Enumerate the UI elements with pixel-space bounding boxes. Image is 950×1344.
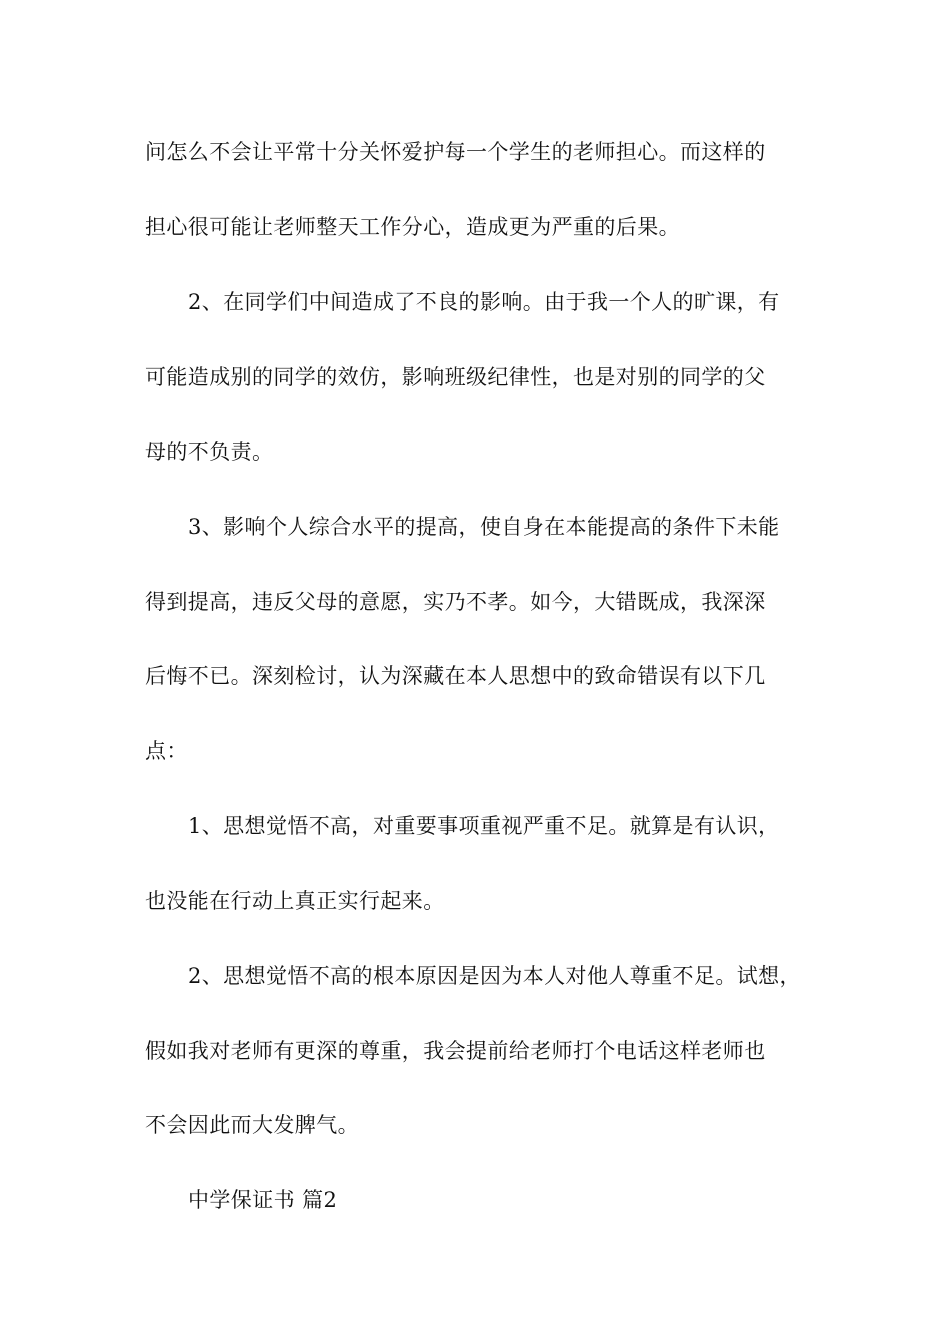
text-line-2: 担心很可能让老师整天工作分心，造成更为严重的后果。 [145, 215, 680, 239]
text-line-14: 不会因此而大发脾气。 [145, 1113, 359, 1137]
paragraph-5-line-1: 2、思想觉悟不高的根本原因是因为本人对他人尊重不足。试想， [188, 964, 801, 988]
text-line-11: 也没能在行动上真正实行起来。 [145, 889, 445, 913]
text-line-9: 点： [145, 739, 188, 763]
paragraph-4-line-1: 1、思想觉悟不高，对重要事项重视严重不足。就算是有认识， [188, 814, 780, 838]
text-line-4: 可能造成别的同学的效仿，影响班级纪律性，也是对别的同学的父 [145, 365, 766, 389]
text-line-5: 母的不负责。 [145, 440, 274, 464]
text-line-8: 后悔不已。深刻检讨，认为深藏在本人思想中的致命错误有以下几 [145, 664, 766, 688]
text-line-7: 得到提高，违反父母的意愿，实乃不孝。如今，大错既成，我深深 [145, 590, 766, 614]
text-line-13: 假如我对老师有更深的尊重，我会提前给老师打个电话这样老师也 [145, 1039, 766, 1063]
paragraph-2-line-1: 2、在同学们中间造成了不良的影响。由于我一个人的旷课，有 [188, 290, 780, 314]
text-line-1: 问怎么不会让平常十分关怀爱护每一个学生的老师担心。而这样的 [145, 140, 766, 164]
section-heading: 中学保证书 篇2 [188, 1188, 338, 1212]
paragraph-3-line-1: 3、影响个人综合水平的提高，使自身在本能提高的条件下未能 [188, 515, 780, 539]
